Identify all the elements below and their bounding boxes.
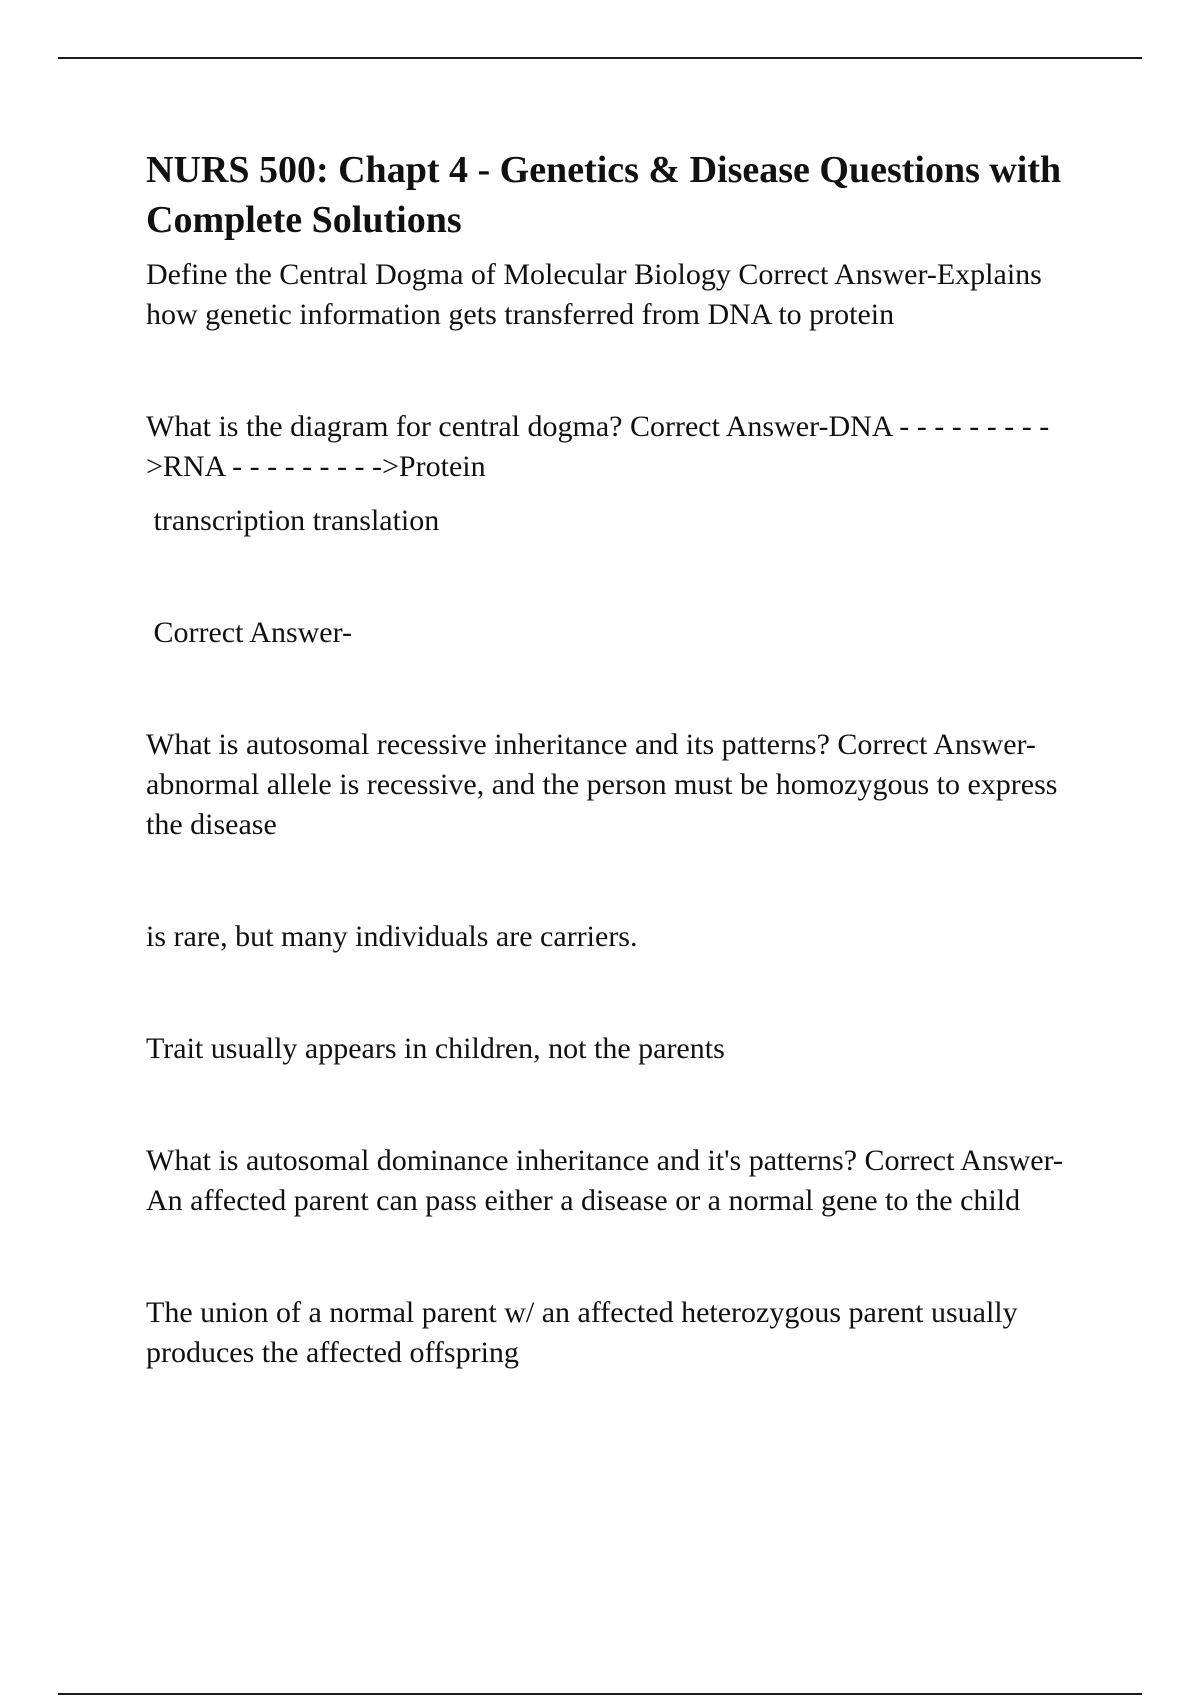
paragraph: What is autosomal recessive inheritance and its patterns? Correct Answer-abnormal allele is recessive, and the person must be homozygous to express the disease — [146, 728, 1065, 841]
document-body — [146, 145, 1086, 1373]
top-rule — [58, 57, 1142, 59]
paragraph: What is autosomal dominance inheritance and it's patterns? Correct Answer-An affected parent can pass either a disease or a normal gene to the child — [146, 1144, 1064, 1217]
paragraph: Trait usually appears in children, not the parents — [146, 1032, 725, 1065]
paragraph: The union of a normal parent w/ an affected heterozygous parent usually produces the affected offspring — [146, 1296, 1026, 1369]
document-title: NURS 500: Chapt 4 - Genetics & Disease Questions with Complete Solutions — [146, 149, 1062, 241]
paragraph: Correct Answer- — [146, 616, 353, 649]
paragraph: transcription translation — [146, 504, 440, 537]
paragraph: What is the diagram for central dogma? Correct Answer-DNA - - - - - - - - - >RNA - - - - - - - - ->Protein — [146, 410, 1057, 483]
bottom-rule — [58, 1693, 1142, 1695]
paragraph: is rare, but many individuals are carriers. — [146, 920, 638, 953]
paragraph: Define the Central Dogma of Molecular Biology Correct Answer-Explains how genetic information gets transferred from DNA to protein — [146, 258, 1050, 331]
